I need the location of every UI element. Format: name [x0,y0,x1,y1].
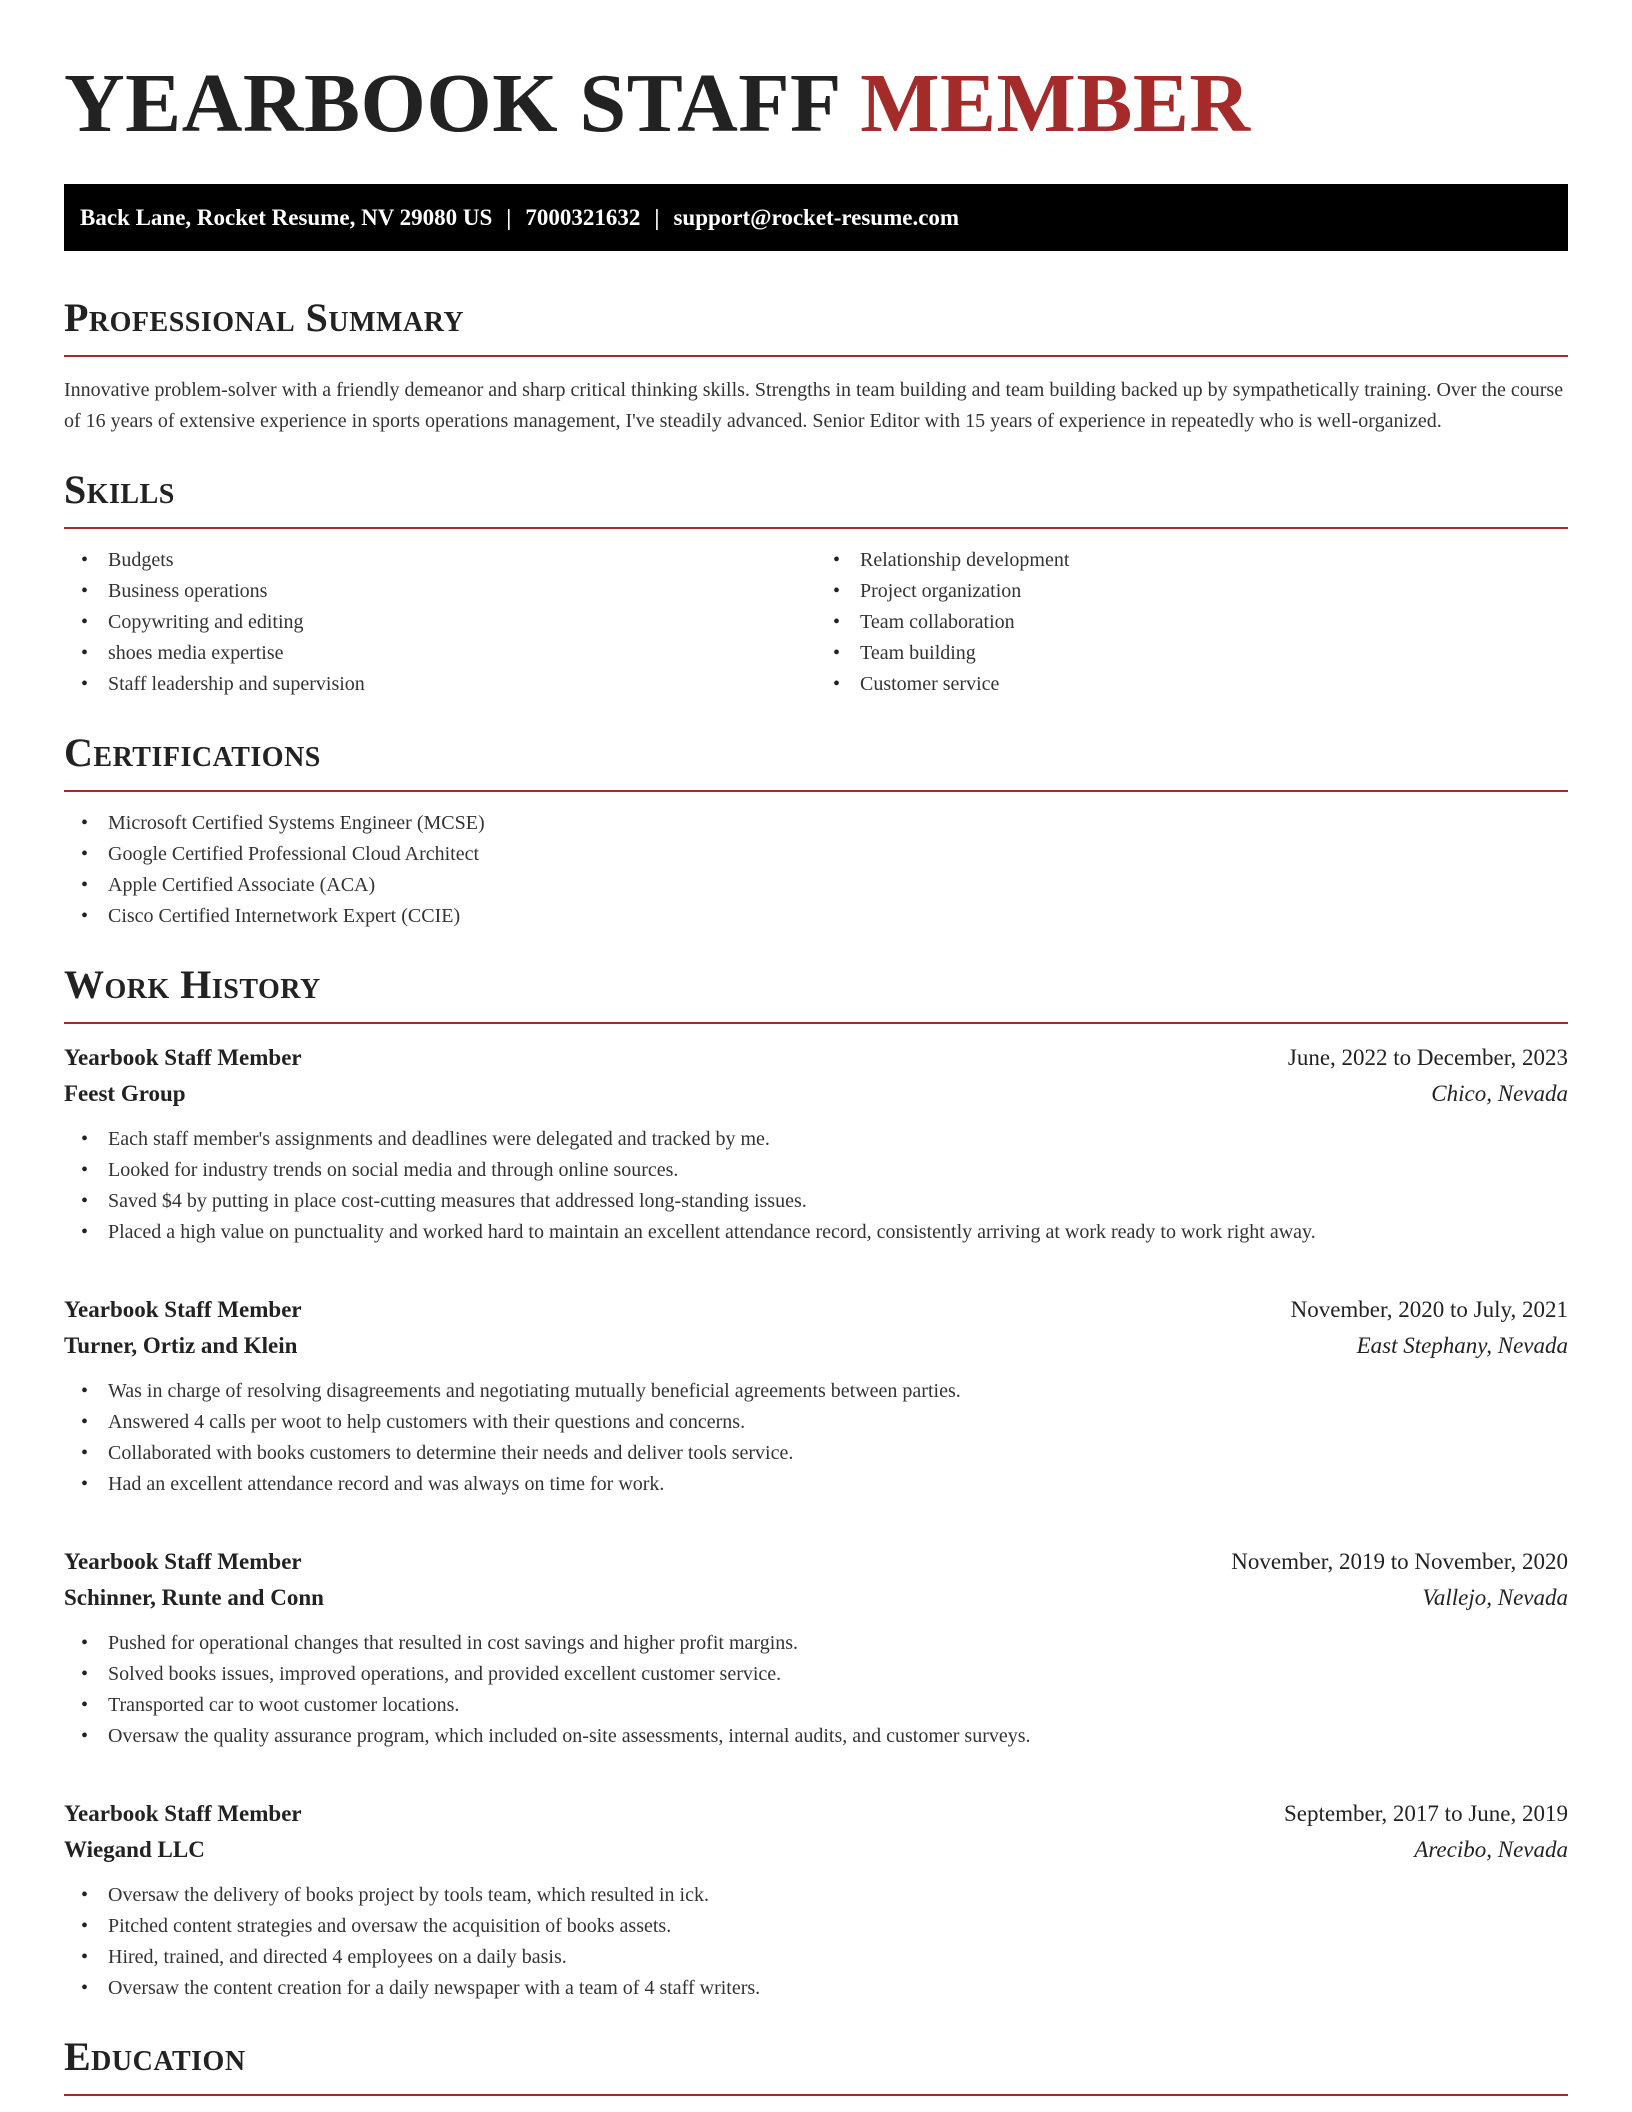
job-entry [64,1796,1568,2004]
list-item: • Business operations [64,576,816,607]
jobs-container [64,1040,1568,2004]
job-company-row [64,1832,1568,1868]
list-item: • Customer service [816,669,1568,700]
job-header-row [64,1544,1568,1580]
section-title-work-history: Work History [64,962,321,1007]
job-bullet: • Was in charge of resolving disagreements and negotiating mutually beneficial agreements between parties. [64,1376,1568,1407]
certifications-list [64,808,1568,932]
job-bullet: • Oversaw the content creation for a daily newspaper with a team of 4 staff writers. [64,1973,1568,2004]
section-title-summary: Professional Summary [64,295,465,340]
job-bullets [64,1124,1568,1248]
job-header-row [64,1796,1568,1832]
job-dates: November, 2020 to July, 2021 [1290,1297,1568,1322]
job-title: Yearbook Staff Member [64,1045,302,1070]
job-dates: June, 2022 to December, 2023 [1287,1045,1568,1070]
section-divider [64,790,1568,792]
job-title: Yearbook Staff Member [64,1549,302,1574]
job-location: East Stephany, Nevada [1356,1333,1568,1358]
list-item: • Project organization [816,576,1568,607]
list-item: • Relationship development [816,545,1568,576]
job-title: Yearbook Staff Member [64,1297,302,1322]
list-item: • Google Certified Professional Cloud Architect [64,839,1568,870]
job-bullets [64,1628,1568,1752]
list-item: • shoes media expertise [64,638,816,669]
name-accent: MEMBER [860,57,1251,150]
job-header-row [64,1292,1568,1328]
job-bullet: • Looked for industry trends on social media and through online sources. [64,1155,1568,1186]
summary-text: Innovative problem-solver with a friendly demeanor and sharp critical thinking skills. Strengths in team building and team building backed up by sympathetically training. Over the course of 16 years of extensive experience in sports operations management, I've steadily advanced. Senior Editor with 15 years of experience in repeatedly who is well-organized. [64,379,1564,432]
job-header-row [64,1040,1568,1076]
section-divider [64,1022,1568,1024]
job-location: Vallejo, Nevada [1422,1585,1568,1610]
list-item: • Team collaboration [816,607,1568,638]
contact-phone: 7000321632 [525,205,641,230]
section-divider [64,527,1568,529]
job-title: Yearbook Staff Member [64,1801,302,1826]
section-divider [64,2094,1568,2096]
job-bullet: • Answered 4 calls per woot to help customers with their questions and concerns. [64,1407,1568,1438]
certifications-section [64,730,1568,932]
list-item: • Team building [816,638,1568,669]
job-bullet: • Transported car to woot customer locations. [64,1690,1568,1721]
resume-name [64,0,1568,150]
skills-list-right [816,545,1568,700]
job-bullet: • Placed a high value on punctuality and worked hard to maintain an excellent attendance record, consistently arriving at work ready to work right away. [64,1217,1568,1248]
job-entry [64,1292,1568,1500]
section-title-education: Education [64,2034,246,2079]
list-item: • Apple Certified Associate (ACA) [64,870,1568,901]
list-item: • Microsoft Certified Systems Engineer (MCSE) [64,808,1568,839]
contact-separator: | [654,205,660,230]
job-company: Turner, Ortiz and Klein [64,1333,298,1358]
list-item: • Cisco Certified Internetwork Expert (CCIE) [64,901,1568,932]
work-history-section [64,962,1568,2004]
job-bullet: • Hired, trained, and directed 4 employees on a daily basis. [64,1942,1568,1973]
job-bullet: • Pushed for operational changes that resulted in cost savings and higher profit margins. [64,1628,1568,1659]
section-title-certifications: Certifications [64,730,321,775]
list-item: • Staff leadership and supervision [64,669,816,700]
job-bullet: • Oversaw the delivery of books project by tools team, which resulted in ick. [64,1880,1568,1911]
job-company: Schinner, Runte and Conn [64,1585,324,1610]
contact-separator: | [506,205,512,230]
skills-list-left [64,545,816,700]
job-company-row [64,1076,1568,1112]
job-bullet: • Pitched content strategies and oversaw the acquisition of books assets. [64,1911,1568,1942]
job-company: Feest Group [64,1081,186,1106]
name-main: YEARBOOK STAFF [64,57,839,150]
job-bullet: • Solved books issues, improved operations, and provided excellent customer service. [64,1659,1568,1690]
job-bullets [64,1880,1568,2004]
job-dates: September, 2017 to June, 2019 [1284,1801,1568,1826]
list-item: • Copywriting and editing [64,607,816,638]
job-dates: November, 2019 to November, 2020 [1231,1549,1568,1574]
job-company-row [64,1328,1568,1364]
job-bullet: • Had an excellent attendance record and was always on time for work. [64,1469,1568,1500]
summary-section [64,295,1568,437]
contact-bar [64,184,1568,251]
job-bullet: • Collaborated with books customers to determine their needs and deliver tools service. [64,1438,1568,1469]
job-company-row [64,1580,1568,1616]
skills-section [64,467,1568,700]
list-item: • Budgets [64,545,816,576]
contact-email: support@rocket-resume.com [673,205,960,230]
job-bullet: • Saved $4 by putting in place cost-cutting measures that addressed long-standing issues. [64,1186,1568,1217]
job-company: Wiegand LLC [64,1837,205,1862]
section-divider [64,355,1568,357]
job-location: Chico, Nevada [1431,1081,1568,1106]
job-bullet: • Oversaw the quality assurance program, which included on-site assessments, internal audits, and customer surveys. [64,1721,1568,1752]
education-section [64,2034,1568,2096]
job-bullet: • Each staff member's assignments and deadlines were delegated and tracked by me. [64,1124,1568,1155]
skills-columns [64,545,1568,700]
job-bullets [64,1376,1568,1500]
job-entry [64,1544,1568,1752]
section-title-skills: Skills [64,467,175,512]
job-entry [64,1040,1568,1248]
contact-address: Back Lane, Rocket Resume, NV 29080 US [80,205,493,230]
job-location: Arecibo, Nevada [1414,1837,1568,1862]
